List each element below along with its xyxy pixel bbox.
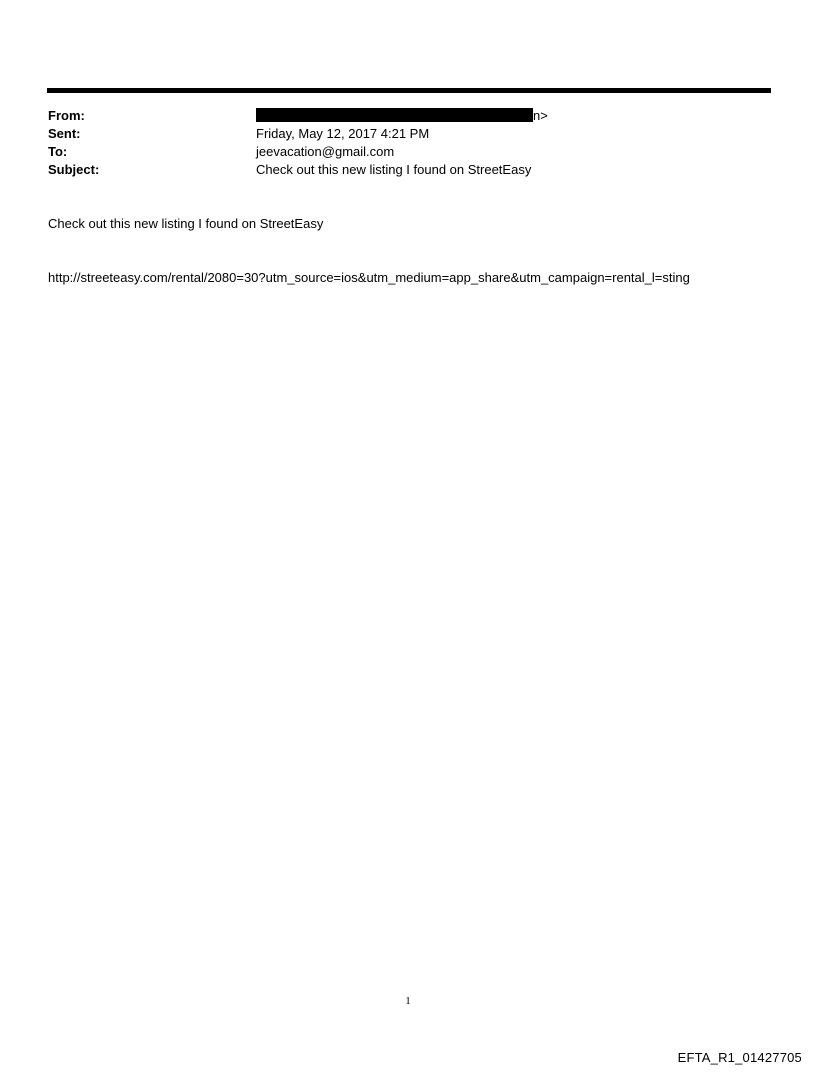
from-label: From:: [48, 108, 85, 123]
sent-label: Sent:: [48, 126, 81, 141]
body-line: Check out this new listing I found on StreetEasy: [48, 216, 324, 231]
to-label: To:: [48, 144, 68, 159]
redaction-block: [256, 108, 533, 122]
listing-link[interactable]: http://streeteasy.com/rental/2080=30?utm_source=ios&utm_medium=app_share&utm_campaign=rental_l=sting: [48, 270, 690, 285]
to-value: jeevacation@gmail.com: [256, 144, 395, 159]
page-number: 1: [405, 995, 411, 1007]
subject-value: Check out this new listing I found on StreetEasy: [256, 162, 532, 177]
header-rule: [47, 88, 771, 93]
sent-value: Friday, May 12, 2017 4:21 PM: [256, 126, 430, 141]
subject-label: Subject:: [48, 162, 100, 177]
bates-number: EFTA_R1_01427705: [677, 1050, 802, 1065]
from-value: [256, 107, 548, 125]
from-value-tail: n>: [533, 108, 548, 123]
